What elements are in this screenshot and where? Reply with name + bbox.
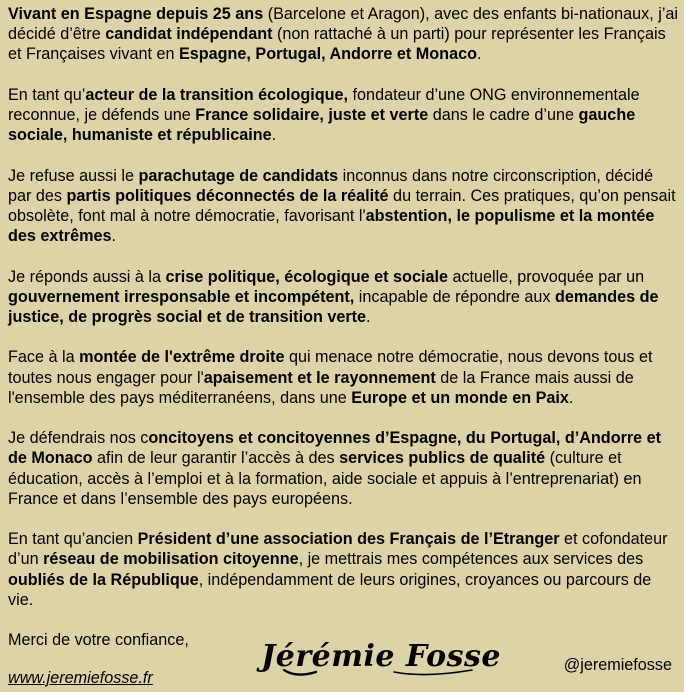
text-run: Je refuse aussi le [8, 166, 139, 185]
text-run: afin de leur garantir l’accès à des [92, 449, 340, 468]
text-run: actuelle, provoquée par un [447, 267, 645, 286]
paragraph-services [8, 428, 680, 509]
closing-line: Merci de votre confiance, [8, 631, 189, 650]
emphasis: oncitoyens et concitoyennes d’Espagne, du Portugal, d’Andorre et de Monaco [8, 429, 662, 468]
text-run: En tant qu’ [8, 85, 86, 104]
emphasis: France solidaire, juste et verte [195, 106, 429, 124]
text-run: et cofondateur d’un [8, 530, 668, 569]
text-run: (culture et éducation, accès à l’emploi et à la formation, aide sociale et appuis à l’entreprenariat) en France et dans l’ensemble des pays européens. [8, 449, 642, 508]
text-run: de la France mais aussi de l'ensemble des pays méditerranéens, dans une [8, 368, 634, 407]
text-run: (non rattaché à un parti) pour représenter les Français et Françaises vivant en [8, 25, 666, 64]
text-run: Face à la [8, 348, 80, 367]
text-run: inconnus dans notre circonscription, décidé par des [8, 166, 654, 205]
paragraph-extreme-droite [8, 347, 680, 408]
emphasis: Président d’une association des Français de l’Etranger [137, 530, 560, 549]
text-run: , indépendamment de leurs origines, croyances ou parcours de vie. [8, 570, 652, 609]
emphasis: partis politiques déconnectés de la réalité [66, 186, 389, 205]
emphasis: gauche sociale, humaniste et républicaine [8, 106, 636, 145]
text-run: . [111, 227, 116, 246]
signature-text: Jérémie Fosse [261, 639, 501, 674]
emphasis: services publics de qualité [339, 449, 546, 468]
paragraph-president [8, 529, 680, 610]
text-run: En tant qu’ancien [8, 530, 138, 549]
signature-image [261, 632, 501, 682]
text-run: fondateur d’une ONG environnementale reconnue, je défends une [8, 85, 640, 124]
text-run: du terrain. Ces pratiques, qu’on pensait obsolète, font mal à notre démocratie, favorisant l' [8, 186, 676, 225]
letter-body [8, 4, 680, 650]
text-run: incapable de répondre aux [354, 287, 556, 306]
paragraph-crise [8, 267, 680, 328]
text-run: . [366, 308, 371, 326]
emphasis: crise politique, écologique et sociale [165, 267, 448, 286]
website-link[interactable]: www.jeremiefosse.fr [8, 669, 153, 687]
text-run: dans le cadre d’une [428, 106, 579, 124]
text-run: Je défendrais nos c [8, 429, 149, 448]
text-run: Je réponds aussi à la [8, 267, 166, 286]
emphasis: gouvernement irresponsable et incompétent, [8, 287, 355, 306]
emphasis: montée de l'extrême droite [79, 348, 285, 367]
paragraph-parachutage [8, 166, 680, 247]
emphasis: oubliés de la République [8, 570, 199, 589]
text-run: qui menace notre démocratie, nous devons tous et toutes nous engager pour l' [8, 348, 653, 387]
social-handle: @jeremiefosse [563, 656, 672, 674]
text-run: (Barcelone et Aragon), avec des enfants bi-nationaux, j’ai décidé d’être [8, 5, 679, 44]
emphasis: Europe et un monde en Paix [351, 388, 569, 407]
emphasis: acteur de la transition écologique, [85, 85, 349, 104]
paragraph-intro [8, 4, 680, 65]
text-run: . [568, 388, 574, 407]
emphasis: demandes de justice, de progrès social et de transition verte [8, 287, 659, 326]
text-run: . [271, 126, 277, 145]
emphasis: candidat indépendant [105, 25, 273, 44]
emphasis: abstention, le populisme et la montée des extrêmes [8, 207, 655, 246]
text-run: . [476, 45, 482, 64]
emphasis: parachutage de candidats [138, 166, 339, 185]
text-run: , je mettrais mes compétences aux services des [298, 550, 644, 569]
paragraph-ecology [8, 85, 680, 146]
emphasis: apaisement et le rayonnement [203, 368, 436, 387]
emphasis: réseau de mobilisation citoyenne [43, 550, 299, 569]
emphasis: Vivant en Espagne depuis 25 ans [8, 5, 264, 23]
emphasis: Espagne, Portugal, Andorre et Monaco [178, 45, 477, 64]
